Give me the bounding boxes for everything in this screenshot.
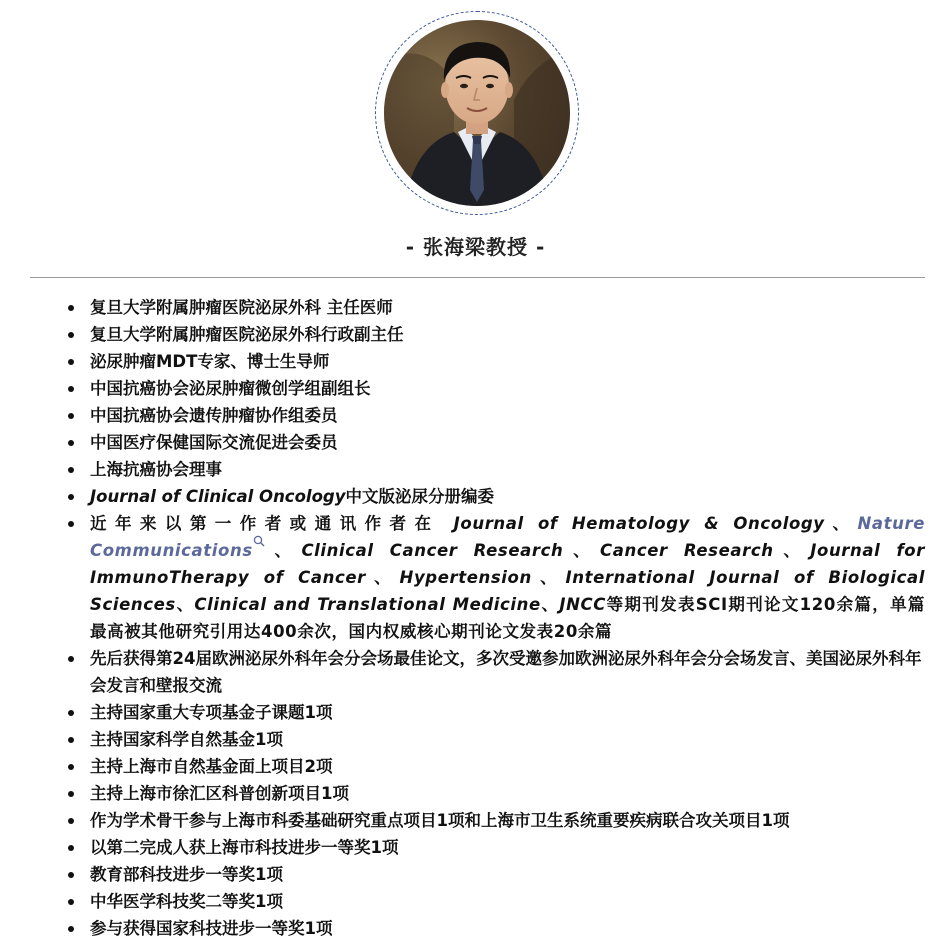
list-item: 作为学术骨干参与上海市科委基础研究重点项目1项和上海市卫生系统重要疾病联合攻关项目1项 [90, 807, 925, 834]
list-item: 参与获得国家科技进步一等奖1项 [90, 915, 925, 942]
journal-name: Clinical Cancer Research [301, 541, 564, 560]
separator: 、 [540, 595, 560, 614]
list-item: 以第二完成人获上海市科技进步一等奖1项 [90, 834, 925, 861]
list-item: 中国医疗保健国际交流促进会委员 [90, 429, 925, 456]
list-item: 复旦大学附属肿瘤医院泌尿外科 主任医师 [90, 294, 925, 321]
publications-tail: 等期刊发表SCI期刊论文120余篇，单篇最高被其他研究引用达400余次，国内权威核心期刊论文发表20余篇 [90, 595, 926, 641]
search-icon[interactable] [253, 528, 265, 540]
list-item: 中国抗癌协会遗传肿瘤协作组委员 [90, 402, 925, 429]
journal-name: Hypertension [399, 568, 532, 587]
journal-link-nature-communications[interactable]: Nature Communications [90, 514, 925, 560]
separator: 、 [175, 595, 195, 614]
separator: 、 [563, 541, 601, 560]
person-photo-icon [384, 20, 570, 206]
publications-intro: 近年来以第一作者或通讯作者在 [90, 514, 454, 533]
journal-name: International Journal of Biological Sciences [90, 568, 925, 614]
portrait-photo [384, 20, 570, 206]
separator: 、 [264, 541, 302, 560]
divider [30, 277, 925, 278]
list-item: 主持国家重大专项基金子课题1项 [90, 699, 925, 726]
separator: 、 [531, 568, 566, 587]
list-item: 主持国家科学自然基金1项 [90, 726, 925, 753]
list-item-text: 中文版泌尿分册编委 [345, 487, 494, 506]
separator: 、 [773, 541, 811, 560]
journal-name: Journal of Clinical Oncology [90, 487, 346, 506]
separator: 、 [824, 514, 858, 533]
list-item: 中华医学科技奖二等奖1项 [90, 888, 925, 915]
journal-name: Cancer Research [600, 541, 774, 560]
list-item: 主持上海市自然基金面上项目2项 [90, 753, 925, 780]
bio-list [62, 294, 925, 942]
list-item: 中国抗癌协会泌尿肿瘤微创学组副组长 [90, 375, 925, 402]
list-item: 先后获得第24届欧洲泌尿外科年会分会场最佳论文，多次受邀参加欧洲泌尿外科年会分会场发言、美国泌尿外科年会发言和壁报交流 [90, 645, 925, 699]
page-title: - 张海梁教授 - [405, 235, 546, 259]
list-item-jco [90, 483, 925, 510]
journal-name: Journal of Hematology & Oncology [453, 514, 825, 533]
list-item: 教育部科技进步一等奖1项 [90, 861, 925, 888]
separator: 、 [365, 568, 400, 587]
journal-name: Clinical and Translational Medicine [194, 595, 541, 614]
list-item-publications [90, 510, 925, 645]
journal-name: Journal for ImmunoTherapy of Cancer [90, 541, 925, 587]
list-item: 复旦大学附属肿瘤医院泌尿外科行政副主任 [90, 321, 925, 348]
portrait-frame [375, 11, 579, 215]
list-item: 主持上海市徐汇区科普创新项目1项 [90, 780, 925, 807]
list-item: 泌尿肿瘤MDT专家、博士生导师 [90, 348, 925, 375]
journal-name: JNCC [559, 595, 606, 614]
list-item: 上海抗癌协会理事 [90, 456, 925, 483]
